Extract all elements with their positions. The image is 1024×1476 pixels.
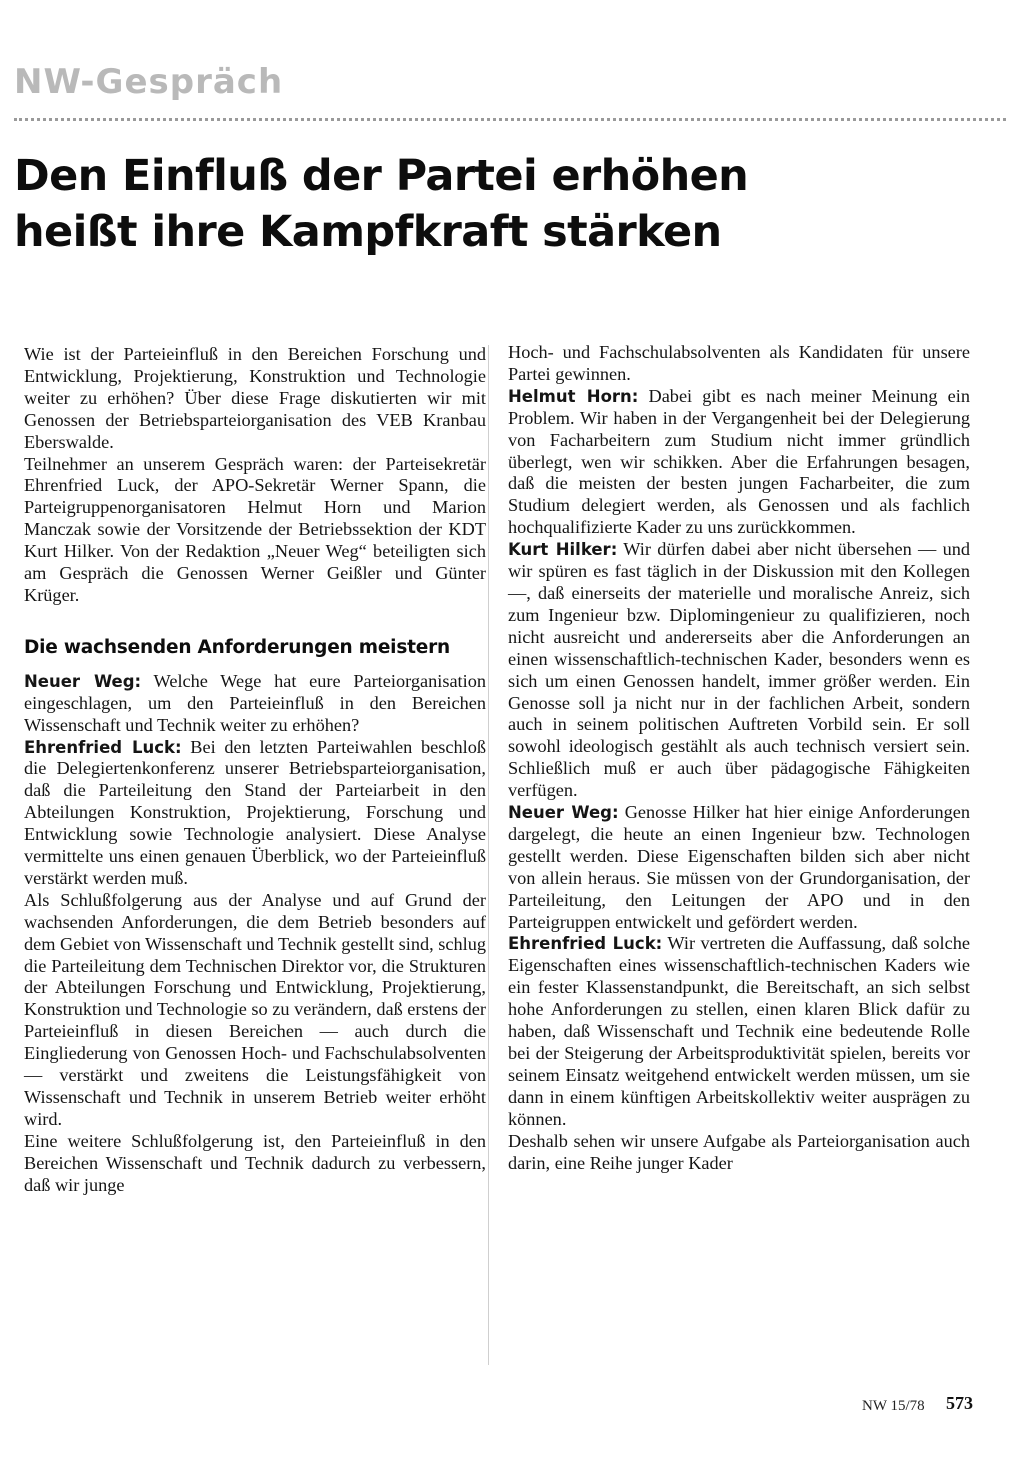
paragraph bbox=[508, 386, 970, 539]
headline-line-2: heißt ihre Kampfkraft stärken bbox=[14, 207, 722, 257]
rubric-divider bbox=[14, 118, 1006, 121]
paragraph bbox=[508, 539, 970, 802]
paragraph bbox=[508, 802, 970, 933]
paragraph-text: Wir dürfen dabei aber nicht übersehen — und wir spüren es fast täglich in der Diskussion mit den Kollegen —, daß einerseits der materielle und moralische Anreiz, sich zum Ingenieur bzw. Diplomingenieur zu qualifizieren, noch nicht ausreicht und andererseits aber die Anforderungen an einen wissenschaftlich-technischen Kader, besonders wenn es sich um einen Genossen handelt, immer größer werden. Ein Genosse soll ja nicht nur in der fachlichen Arbeit, sondern auch in seinem politischen Auftreten Vorbild sein. Er soll sowohl ideologisch gestählt als auch technisch versiert sein. Schließlich muß er auch über pädagogische Fähigkeiten verfügen. bbox=[508, 539, 970, 801]
speaker-name: Neuer Weg: bbox=[24, 671, 142, 691]
paragraph-text: Welche Wege hat eure Parteiorganisation eingeschlagen, um den Parteieinfluß in den Bereichen Wissenschaft und Technik weiter zu erhöhen? bbox=[24, 670, 486, 735]
section-heading: Die wachsenden Anforderungen meistern bbox=[24, 636, 451, 658]
speaker-name: Helmut Horn: bbox=[508, 386, 639, 406]
speaker-name: Kurt Hilker: bbox=[508, 540, 618, 560]
headline bbox=[14, 148, 1004, 260]
paragraph-text: Genosse Hilker hat hier einige Anforderungen dargelegt, die heute an einen Ingenieur bzw. Technologen gestellt werden. Diese Eigenschaften bilden sich aber nicht von allein heraus. Sie müssen von der Grundorganisation, der Parteileitung, den Leitungen der APO und in den Parteigruppen entwickelt und gefördert werden. bbox=[508, 802, 970, 932]
column-divider bbox=[488, 345, 489, 1365]
paragraph bbox=[24, 737, 486, 890]
paragraph: Eine weitere Schlußfolgerung ist, den Parteieinfluß in den Bereichen Wissenschaft und Technik dadurch zu verbessern, daß wir junge bbox=[24, 1130, 486, 1195]
paragraph bbox=[24, 671, 486, 737]
paragraph-text: Bei den letzten Parteiwahlen beschloß die Delegiertenkonferenz unserer Betriebsparteiorganisation, daß die Parteileitung den Stand der Parteiarbeit in den Abteilungen Konstruktion, Projektierung, Forschung und Entwicklung sowie Technologie analysiert. Diese Analyse vermittelte uns einen genauen Überblick, wo der Parteieinfluß verstärkt werden muß. bbox=[24, 736, 486, 888]
participants-paragraph: Teilnehmer an unserem Gespräch waren: der Parteisekretär Ehrenfried Luck, der APO-Sekretär Werner Spann, die Parteigruppenorganisatoren Helmut Horn und Marion Manczak sowie der Vorsitzende der Betriebssektion der KDT Kurt Hilker. Von der Redaktion „Neuer Weg“ beteiligten sich am Gespräch die Genossen Werner Geißler und Günter Krüger. bbox=[24, 453, 486, 605]
headline-line-1: Den Einfluß der Partei erhöhen bbox=[14, 151, 749, 201]
paragraph-text: Dabei gibt es nach meiner Meinung ein Problem. Wir haben in der Vergangenheit bei der Delegierung von Facharbeitern zum Studium nicht immer gründlich überlegt, wen wir schikken. Aber die Erfahrungen besagen, daß die meisten der besten jungen Facharbeiter, die zum Studium delegiert werden, als Genossen und als fachlich hochqualifizierte Kader zu uns zurückkommen. bbox=[508, 385, 971, 538]
speaker-name: Ehrenfried Luck: bbox=[24, 737, 182, 757]
left-column bbox=[24, 344, 486, 1197]
paragraph: Hoch- und Fachschulabsolventen als Kandidaten für unsere Partei gewinnen. bbox=[508, 342, 970, 384]
intro-paragraph: Wie ist der Parteieinfluß in den Bereichen Forschung und Entwicklung, Projektierung, Konstruktion und Technologie weiter zu erhöhen? Über diese Frage diskutierten wir mit Genossen der Betriebsparteiorganisation des VEB Kranbau Eberswalde. bbox=[24, 344, 486, 452]
paragraph: Deshalb sehen wir unsere Aufgabe als Parteiorganisation auch darin, eine Reihe junger Kader bbox=[508, 1130, 970, 1173]
speaker-name: Ehrenfried Luck: bbox=[508, 934, 663, 954]
paragraph-text: Wir vertreten die Auffassung, daß solche Eigenschaften eines wissenschaftlich-technischen Kaders wie ein fester Klassenstandpunkt, die Bereitschaft, an sich selbst hohe Anforderungen zu stellen, einen klaren Blick dafür zu haben, daß Wissenschaft und Technik eine bedeutende Rolle bei der Steigerung der Arbeitsproduktivität spielen, bereits vor seinem Einsatz weitgehend entwickelt werden müssen, um sie dann in einem künftigen Arbeitskollektiv weiter ausprägen zu können. bbox=[508, 933, 970, 1129]
issue-reference: NW 15/78 bbox=[862, 1398, 925, 1414]
page-number: 573 bbox=[946, 1393, 973, 1413]
paragraph: Als Schlußfolgerung aus der Analyse und auf Grund der wachsenden Anforderungen, die dem Betrieb besonders auf dem Gebiet von Wissenschaft und Technik gestellt sind, schlug die Parteileitung dem Technischen Direktor vor, die Strukturen der Abteilungen Forschung und Entwicklung, Projektierung, Konstruktion und Technologie so zu verändern, daß erstens der Parteieinfluß in diesen Bereichen — auch durch die Eingliederung von Genossen Hoch- und Fachschulabsolventen — verstärkt und zweitens die Leistungsfähigkeit von Wissenschaft und Technik in unserem Betrieb weiter erhöht wird. bbox=[24, 889, 486, 1129]
right-column bbox=[508, 342, 970, 1174]
speaker-name: Neuer Weg: bbox=[508, 803, 619, 823]
rubric-label: NW-Gespräch bbox=[14, 62, 284, 102]
paragraph bbox=[508, 933, 970, 1130]
